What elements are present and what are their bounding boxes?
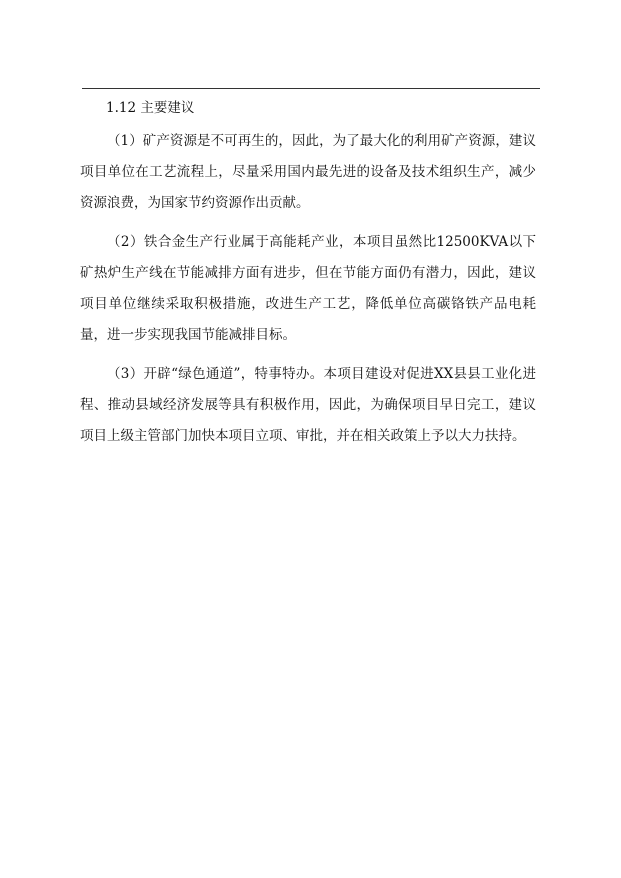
document-body [80, 96, 536, 452]
paragraph-recommendation-1: （1）矿产资源是不可再生的，因此，为了最大化的利用矿产资源，建议项目单位在工艺流程上，尽量采用国内最先进的设备及技术组织生产，减少资源浪费，为国家节约资源作出贡献。 [80, 133, 536, 211]
section-heading: 1.12 主要建议 [106, 100, 195, 116]
paragraph-recommendation-2: （2）铁合金生产行业属于高能耗产业，本项目虽然比12500KVA以下矿热炉生产线在节能减排方面有进步，但在节能方面仍有潜力，因此，建议项目单位继续采取积极措施，改进生产工艺，降低单位高碳铬铁产品电耗量，进一步实现我国节能减排目标。 [80, 234, 536, 343]
paragraph-recommendation-3: （3）开辟“绿色通道”，特事特办。本项目建设对促进XX县县工业化进程、推动县域经济发展等具有积极作用，因此，为确保项目早日完工，建议项目上级主管部门加快本项目立项、审批，并在相关政策上予以大力扶持。 [80, 366, 536, 444]
header-rule [82, 88, 540, 89]
